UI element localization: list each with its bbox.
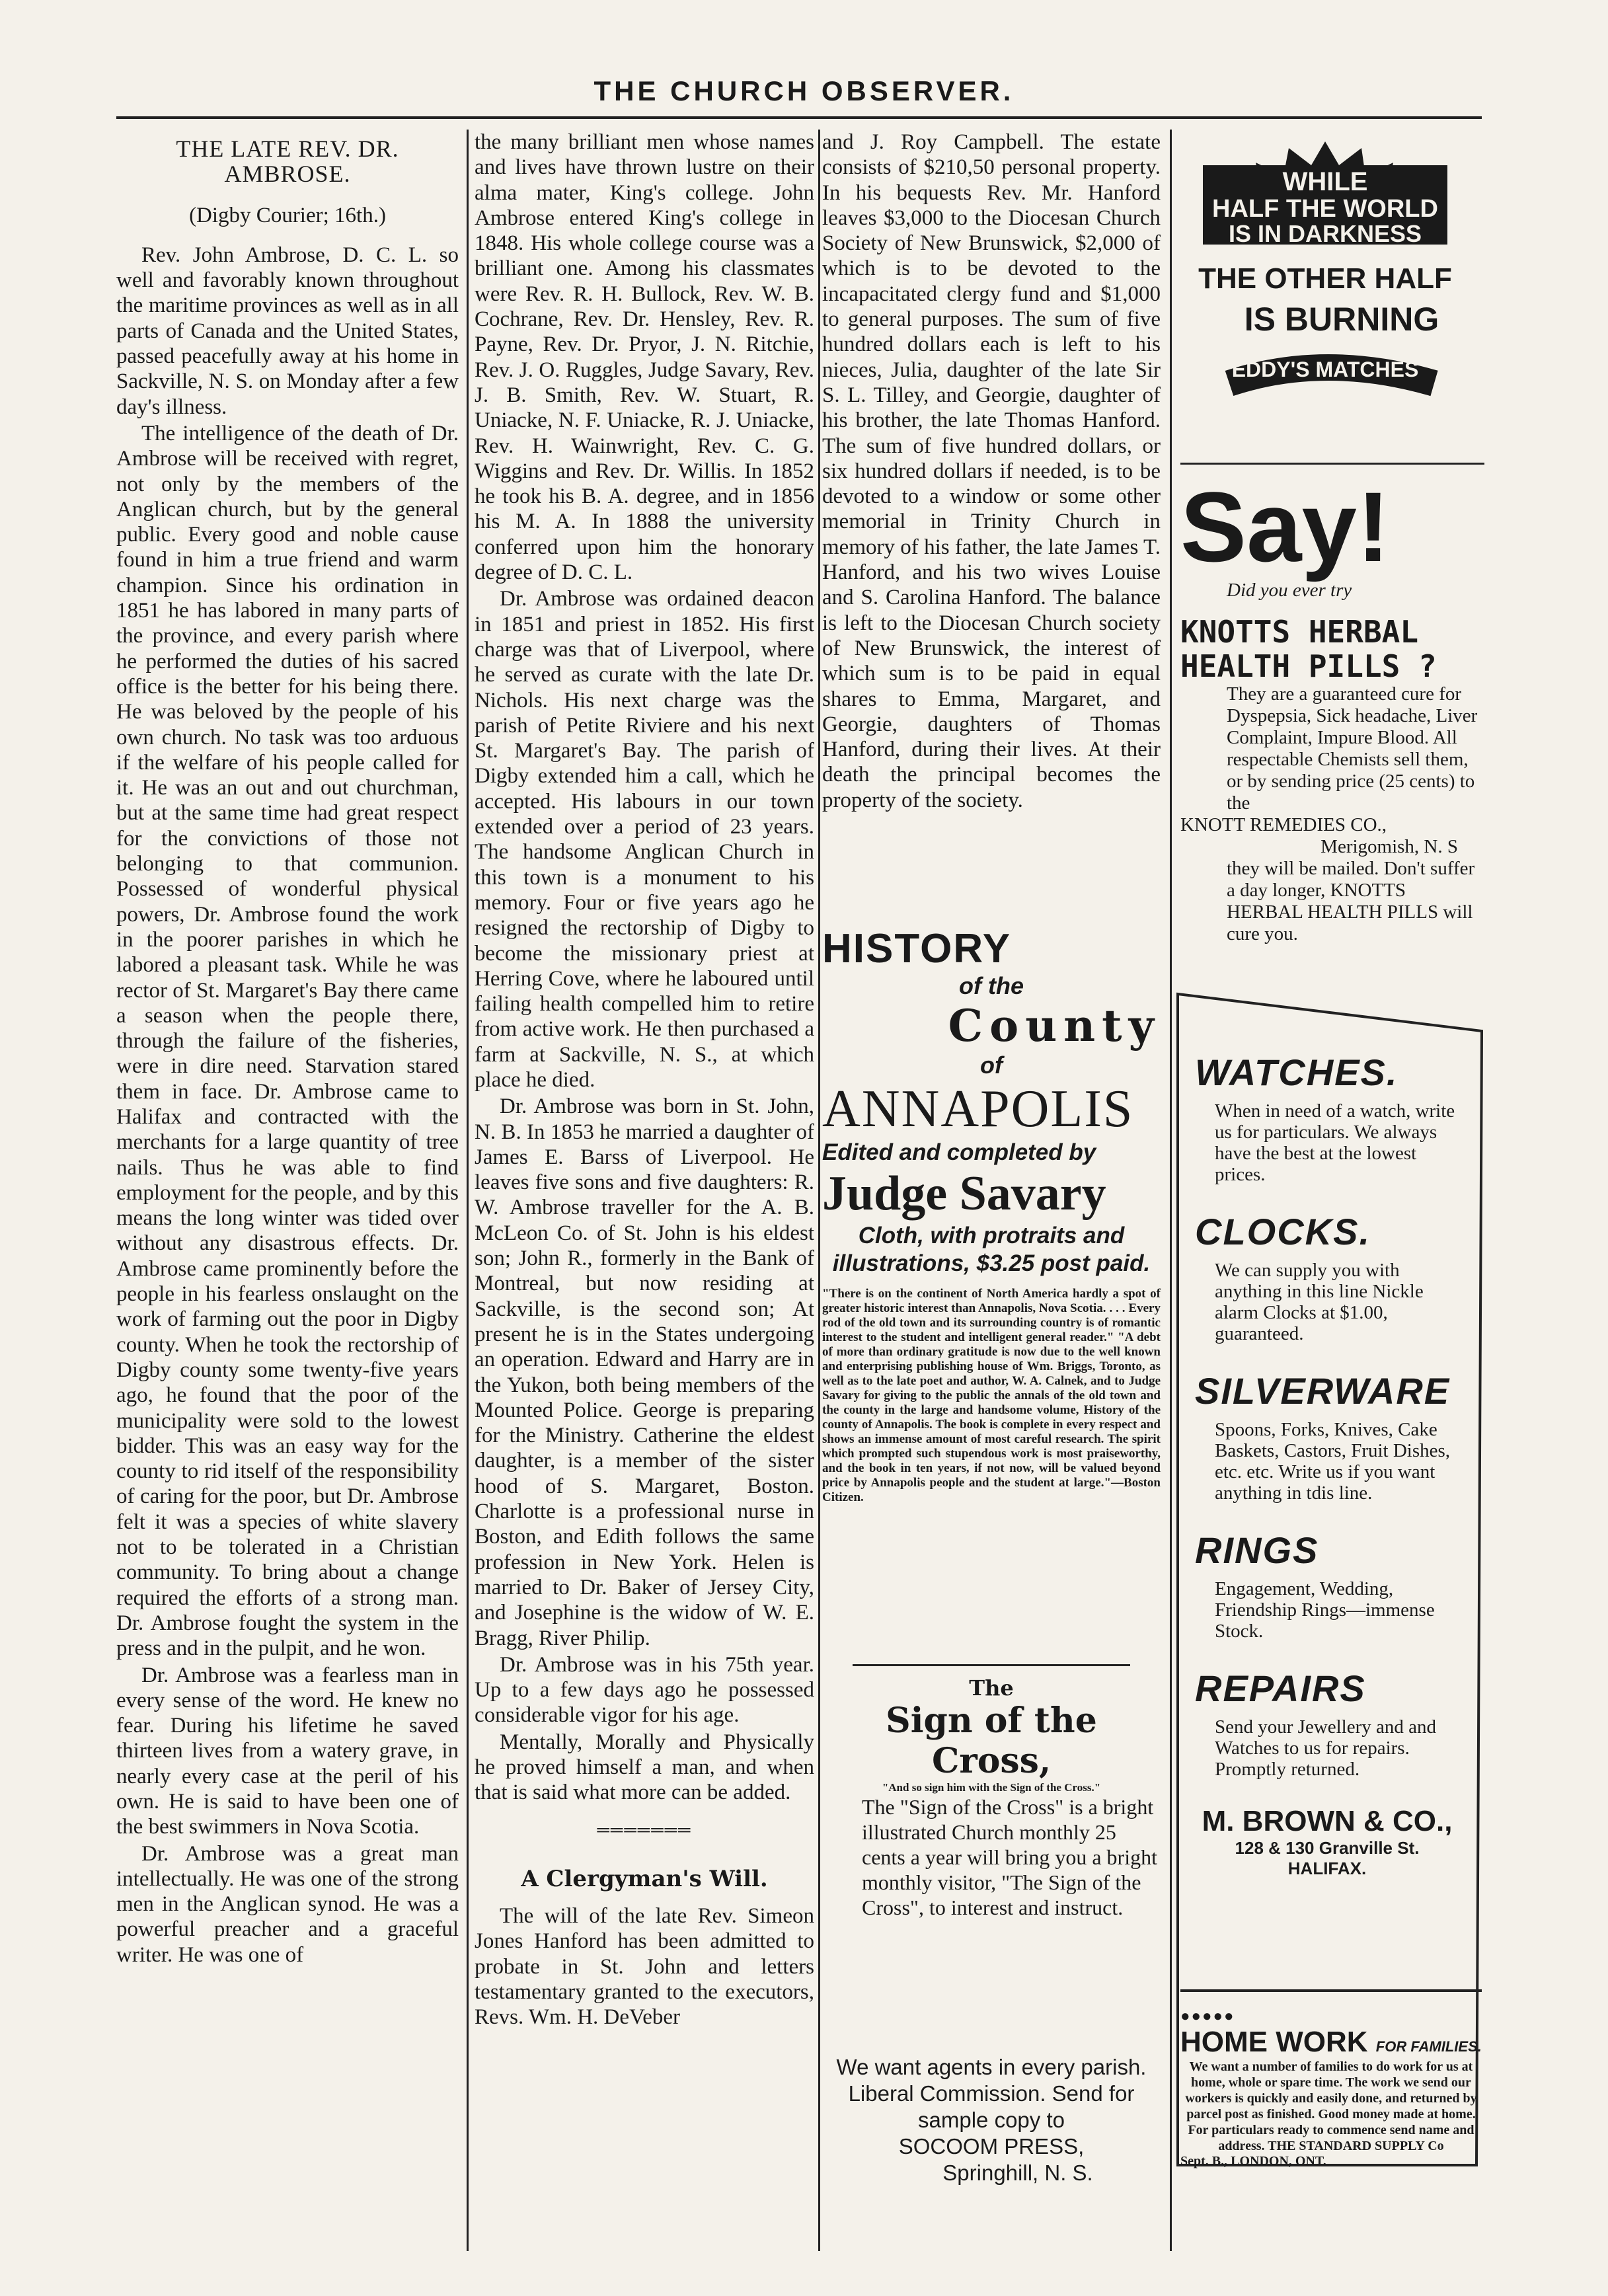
history-annapolis: ANNAPOLIS xyxy=(822,1080,1134,1138)
column-rule xyxy=(467,130,469,2251)
history-of: of xyxy=(980,1052,1003,1079)
rings-text: Engagement, Wedding, Friendship Rings—immense Stock. xyxy=(1215,1578,1435,1642)
article-title: THE LATE REV. DR. AMBROSE. xyxy=(176,135,399,188)
silverware-text: Spoons, Forks, Knives, Cake Baskets, Castors, Fruit Dishes, etc. etc. Write us if you want anything in tdis line. xyxy=(1215,1419,1451,1504)
article-column-1 xyxy=(116,130,459,1969)
column-rule xyxy=(1170,130,1172,2251)
history-county: County xyxy=(948,1000,1161,1052)
brown-address: 128 & 130 Granville St. HALIFAX. xyxy=(1235,1838,1420,1878)
home-work-for: FOR FAMILIES. xyxy=(1375,2038,1482,2055)
will-column xyxy=(822,130,1161,814)
sign-title: Sign of the Cross, xyxy=(886,1701,1097,1781)
article-paragraph: Dr. Ambrose was a great man intellectually. He was one of the strong men in the Anglican synod. He was a powerful preacher and a graceful writer. He was one of xyxy=(116,1841,459,1967)
agents-text: We want agents in every parish. Liberal Commission. Send for sample copy to xyxy=(836,2055,1147,2132)
article-paragraph: Dr. Ambrose was a fearless man in every sense of the word. He knew no fear. During his lifetime he saved thirteen lives from a watery grave, in nearly every case at the peril of his own. He is said to have been one of the best swimmers in Nova Scotia. xyxy=(116,1663,459,1839)
article-paragraph: the many brilliant men whose names and lives have thrown lustre on their alma mater, King's college. John Ambrose entered King's college in 1848. His whole college course was a brilliant one. Among his classmates were Rev. R. H. Bullock, Rev. W. B. Cochrane, Rev. Dr. Hensley, Rev. R. Payne, Rev. Dr. Pryor, J. N. Ritchie, Rev. J. O. Ruggles, Judge Savary, Rev. J. B. Smith, Rev. W. Stuart, R. Uniacke, N. F. Uniacke, R. J. Uniacke, Rev. H. Wainwright, Rev. C. G. Wiggins and Rev. Dr. Willis. In 1852 he took his B. A. degree, and in 1856 his M. A. In 1888 the university conferred upon him the honorary degree of D. C. L. xyxy=(475,130,814,585)
matches-line3: IS IN DARKNESS xyxy=(1228,220,1422,247)
article-paragraph: Dr. Ambrose was born in St. John, N. B. In 1853 he married a daughter of James E. Barss of Liverpool. He leaves five sons and five daughters: R. W. Ambrose traveller for the A. B. McLeon Co. of St. John is his eldest son; John R., formerly in the Bank of Montreal, but now residing at Sackville, is the second son; At present he is in the States undergoing an operation. Edward and Harry are in the Yukon, both being members of the Mounted Police. George is preparing for the Ministry. Catherine the eldest daughter, is a member of the sister hood of S. Margaret, Boston. Charlotte is a professional nurse in Boston, and Edith follows the same profession in New York. Helen is married to Dr. Baker of Jersey City, and Josephine is the widow of W. E. Bragg, River Philip. xyxy=(475,1094,814,1650)
home-work-dept: Sept. B., LONDON, ONT. xyxy=(1180,2154,1326,2168)
agents-press: SOCOOM PRESS, xyxy=(898,2134,1085,2159)
eddys-matches-ad xyxy=(1183,139,1467,400)
matches-line1: WHILE xyxy=(1282,167,1368,196)
home-work-ad xyxy=(1180,1989,1482,2169)
article-source: (Digby Courier; 16th.) xyxy=(189,203,386,227)
matches-line4: THE OTHER HALF xyxy=(1198,262,1452,295)
dots-icon: ●●●●● xyxy=(1180,2008,1235,2025)
knotts-body: They are a guaranteed cure for Dyspepsia, Sick headache, Liver Complaint, Impure Blood. All respectable Chemists sell them, or by sending price (25 cents) to the xyxy=(1227,683,1478,814)
history-price: Cloth, with protraits and illustrations, $3.25 post paid. xyxy=(832,1223,1151,1276)
will-title: A Clergyman's Will. xyxy=(521,1865,768,1892)
article-paragraph: Dr. Ambrose was in his 75th year. Up to a few days ago he possessed considerable vigor for his age. xyxy=(475,1652,814,1728)
article-paragraph: Rev. John Ambrose, D. C. L. so well and favorably known throughout the maritime provinces as well as in all parts of Canada and the United States, passed peacefully away at his home in Sackville, N. S. on Monday after a few day's illness. xyxy=(116,243,459,419)
rings-heading: RINGS xyxy=(1195,1529,1319,1571)
history-quote: "There is on the continent of North America hardly a spot of greater historic interest than Annapolis, Nova Scotia. . . . Every rod of the old town and its surrounding country is of romantic interest to the student and intelligent general reader." "A debt of more than ordinary gratitude is now due to the well known and enterprising publishing house of Wm. Briggs, Toronto, as well as to the late poet and author, W. A. Calnek, and to Judge Savary for giving to the public the annals of the old town and the county in the large and handsome volume, History of the county of Annapolis. The book is complete in every respect and shows an immense amount of most careful research. The spirit which prompted such stupendous work is most praiseworthy, and the book in ten years, if not now, will be valued beyond price by Annapolis people and the student at large."—Boston Citizen. xyxy=(822,1287,1161,1504)
history-ad xyxy=(822,925,1161,1505)
article-column-2 xyxy=(475,130,814,2032)
top-rule xyxy=(116,116,1482,119)
clocks-heading: CLOCKS. xyxy=(1195,1211,1371,1252)
knotts-tail: they will be mailed. Don't suffer a day longer, KNOTTS HERBAL HEALTH PILLS will cure you. xyxy=(1227,858,1475,944)
history-heading: HISTORY xyxy=(822,926,1012,972)
silverware-heading: SILVERWARE xyxy=(1195,1370,1451,1412)
matches-line6: EDDY'S MATCHES xyxy=(1231,358,1419,381)
brown-content xyxy=(1195,1051,1459,1879)
repairs-heading: REPAIRS xyxy=(1195,1667,1366,1709)
watches-heading: WATCHES. xyxy=(1195,1052,1398,1093)
article-paragraph: Dr. Ambrose was ordained deacon in 1851 and priest in 1852. His first charge was that of Liverpool, where he served as curate with the late Dr. Nichols. His next charge was the parish of Petite Riviere and his next St. Margaret's Bay. The parish of Digby extended him a call, which he accepted. His labours in our town extended over a period of 23 years. The handsome Anglican Church in this town is a monument to his memory. Four or five years ago he resigned the rectorship of Digby to become the missionary priest at Herring Cove, where he laboured until failing health compelled him to retire from active work. He then purchased a farm at Sackville, N. S., at which place he died. xyxy=(475,587,814,1092)
will-paragraph: The will of the late Rev. Simeon Jones Hanford has been admitted to probate in St. John and letters testamentary granted to the executors, Revs. Wm. H. DeVeber xyxy=(475,1904,814,2030)
knotts-place: Merigomish, N. S xyxy=(1321,836,1458,857)
article-paragraph: Mentally, Morally and Physically he proved himself a man, and when that is said what more can be added. xyxy=(475,1730,814,1805)
matches-line2: HALF THE WORLD xyxy=(1212,195,1438,223)
sign-the: The xyxy=(969,1675,1014,1701)
home-work-body: We want a number of families to do work for us at home, whole or spare time. The work we send our workers is quickly and easily done, and returned by parcel post as finished. Good money made at home. For particulars ready to commence send name and address. THE STANDARD SUPPLY Co xyxy=(1185,2059,1477,2153)
sign-of-the-cross-ad xyxy=(822,1664,1161,1920)
ornament-divider: ═══════ xyxy=(597,1819,692,1839)
agents-ad xyxy=(822,2054,1161,2186)
home-work-heading xyxy=(1180,2026,1482,2059)
history-edited-by: Edited and completed by xyxy=(822,1139,1096,1165)
matches-line5: IS BURNING xyxy=(1244,301,1439,338)
ad-rule xyxy=(853,1664,1130,1666)
ad-rule xyxy=(1180,463,1484,465)
sign-motto: "And so sign him with the Sign of the Cross." xyxy=(882,1781,1101,1794)
brown-name: M. BROWN & CO., xyxy=(1202,1805,1453,1837)
sign-body: The "Sign of the Cross" is a bright illustrated Church monthly 25 cents a year will bring you a bright monthly visitor, "The Sign of the Cross", to interest and instruct. xyxy=(862,1795,1157,1919)
masthead: THE CHURCH OBSERVER. xyxy=(593,75,1015,106)
agents-place: Springhill, N. S. xyxy=(942,2161,1093,2185)
will-paragraph: and J. Roy Campbell. The estate consists of $210,50 personal property. In his bequests Rev. Mr. Hanford leaves $3,000 to the Diocesan Church Society of New Brunswick, $2,000 of which is to be devoted to the incapacitated clergy fund and $1,000 to general purposes. The sum of five hundred dollars each is left to his nieces, Julia, daughter of the late Sir S. L. Tilley, and Georgie, daughter of his brother, the late Thomas Hanford. The sum of five hundred dollars, or six hundred dollars if needed, is to be devoted to a window or some other memorial in Trinity Church in memory of his father, the late James T. Hanford, and his two wives Louise and S. Carolina Hanford. The balance is left to the Diocesan Church society of New Brunswick, the interest of which sum is to be paid in equal shares to Emma, Margaret, and Georgie, daughters of Thomas Hanford, during their lives. At their death the principal becomes the property of the society. xyxy=(822,130,1161,812)
article-paragraph: The intelligence of the death of Dr. Ambrose will be received with regret, not only by the members of the Anglican church, but by the general public. Every good and noble cause found in him a true friend and warm champion. Since his ordination in 1851 he has labored in many parts of the province, and every parish where he performed the duties of his sacred office is the better for his being there. He was beloved by the people of his own church. No task was too arduous if the welfare of his people called for it. He was an out and out churchman, but at the same time had great respect for the convictions of those not belonging to that communion. Possessed of wonderful physical powers, Dr. Ambrose found the work in the poorer parishes in which he labored a pleasant task. While he was rector of St. Margaret's Bay there came a season when the people there, through the failure of the fisheries, were in dire need. Starvation stared them in face. Dr. Ambrose came to Halifax and contracted with the merchants for a large quantity of tree nails. Thus he was able to find employment for the people, and by this means the long winter was tided over without any disastrous effects. Dr. Ambrose came prominently before the people in his fearless onslaught on the work of farming out the poor in Digby county. When he took the rectorship of Digby county some twenty-five years ago, he found that the poor of the municipality were sold to the lowest bidder. This was an easy way for the county to rid itself of the responsibility of caring for the poor, but Dr. Ambrose felt it was a species of white slavery not to be tolerated in a Christian community. To bring about a change required the efforts of a strong man. Dr. Ambrose fought the system in the press and in the pulpit, and he won. xyxy=(116,421,459,1661)
history-of-the: of the xyxy=(959,972,1024,999)
clocks-text: We can supply you with anything in this line Nickle alarm Clocks at $1.00, guaranteed. xyxy=(1215,1260,1424,1344)
say-heading: Say! xyxy=(1180,471,1390,582)
knotts-company: KNOTT REMEDIES CO., xyxy=(1180,814,1387,835)
knotts-pills-ad xyxy=(1180,463,1484,945)
watches-text: When in need of a watch, write us for particulars. We always have the best at the lowest prices. xyxy=(1215,1100,1455,1185)
home-work-title: HOME WORK xyxy=(1180,2026,1368,2058)
say-question: Did you ever try xyxy=(1227,580,1352,601)
ad-rule xyxy=(1180,1989,1482,1992)
knotts-product: KNOTTS HERBAL HEALTH PILLS ? xyxy=(1180,614,1437,684)
repairs-text: Send your Jewellery and and Watches to us for repairs. Promptly returned. xyxy=(1215,1716,1437,1780)
column-rule xyxy=(818,130,820,2251)
history-judge: Judge Savary xyxy=(822,1167,1106,1221)
